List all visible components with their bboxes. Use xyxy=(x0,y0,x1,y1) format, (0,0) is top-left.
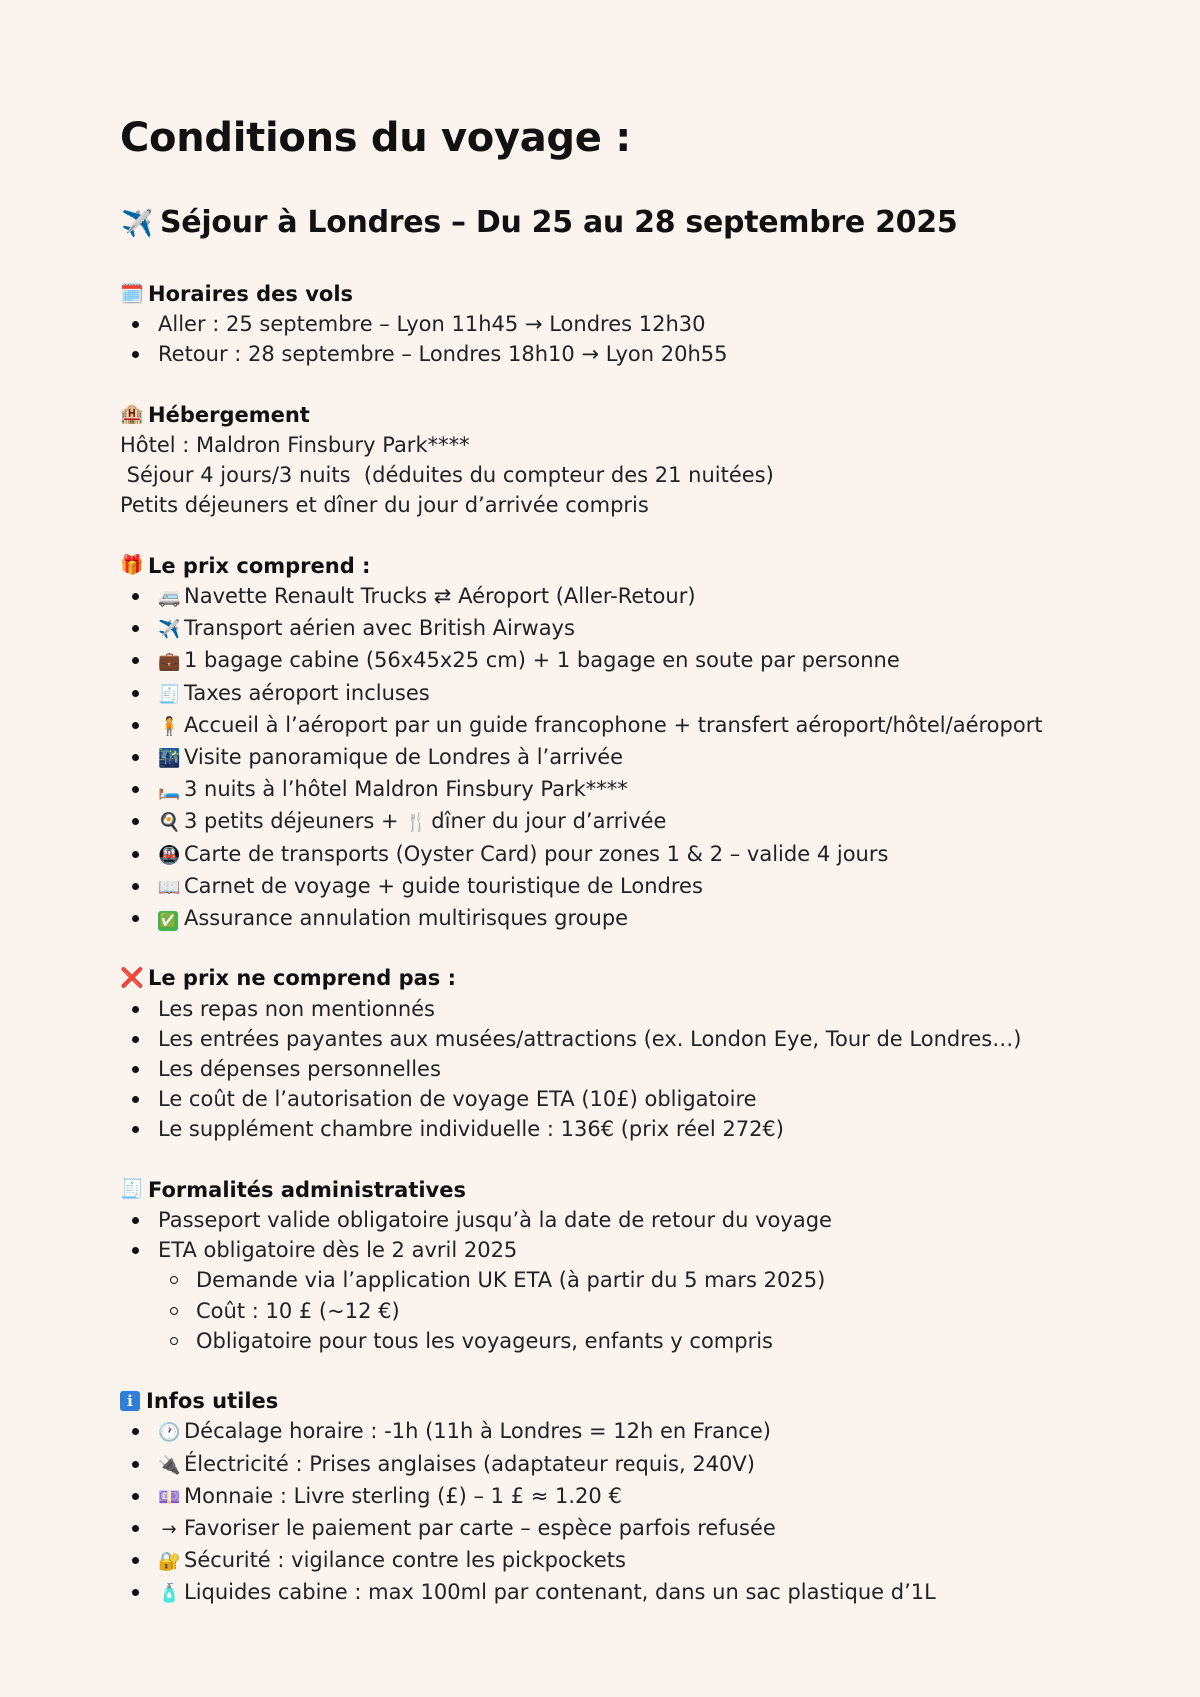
section-vols xyxy=(120,279,1120,370)
item-text: Sécurité : vigilance contre les pickpockets xyxy=(184,1548,626,1573)
list-item xyxy=(120,1545,1120,1577)
sub-list-item: Demande via l’application UK ETA (à partir du 5 mars 2025) xyxy=(158,1265,1120,1295)
section-heading xyxy=(120,551,1120,581)
item-text: 3 nuits à l’hôtel Maldron Finsbury Park**** xyxy=(184,777,628,802)
fork-knife-icon: 🍴 xyxy=(405,812,428,834)
item-text: Visite panoramique de Londres à l’arrivée xyxy=(184,745,624,770)
heading-text: Infos utiles xyxy=(146,1389,279,1414)
item-text: Décalage horaire : -1h (11h à Londres = 12h en France) xyxy=(184,1419,771,1444)
list-item xyxy=(120,581,1120,613)
list-item xyxy=(120,903,1120,933)
lotion-bottle-icon: 🧴 xyxy=(158,1583,181,1605)
subtitle-text: Séjour à Londres – Du 25 au 28 septembre 2025 xyxy=(160,205,958,240)
item-text: ETA obligatoire dès le 2 avril 2025 xyxy=(158,1238,518,1263)
item-text: Transport aérien avec British Airways xyxy=(184,616,575,641)
bed-icon: 🛏️ xyxy=(158,780,181,802)
document-icon: 🧾 xyxy=(120,1178,144,1201)
content-body xyxy=(120,279,1120,1640)
item-text: dîner du jour d’arrivée xyxy=(431,809,667,834)
section-comprend xyxy=(120,551,1120,933)
item-text: Accueil à l’aéroport par un guide francophone + transfert aéroport/hôtel/aéroport xyxy=(184,712,1043,737)
list-item xyxy=(120,1577,1120,1609)
item-text: Carnet de voyage + guide touristique de Londres xyxy=(184,873,703,898)
list-item xyxy=(120,645,1120,677)
item-text: Carte de transports (Oyster Card) pour zones 1 & 2 – valide 4 jours xyxy=(184,841,889,866)
hotel-icon: 🏨 xyxy=(120,403,144,426)
banknote-icon: 💷 xyxy=(158,1486,181,1508)
list-item xyxy=(120,678,1120,710)
page-title: Conditions du voyage : xyxy=(120,115,631,161)
included-list xyxy=(120,581,1120,933)
sub-list-item: Obligatoire pour tous les voyageurs, enfants y compris xyxy=(158,1326,1120,1356)
list-item xyxy=(120,613,1120,645)
page-subtitle xyxy=(120,205,958,240)
airplane-icon: ✈️ xyxy=(158,619,181,641)
infos-list xyxy=(120,1416,1120,1609)
item-text: Liquides cabine : max 100ml par contenant, dans un sac plastique d’1L xyxy=(184,1580,936,1605)
list-item xyxy=(120,839,1120,871)
list-item: Passeport valide obligatoire jusqu’à la date de retour du voyage xyxy=(120,1205,1120,1235)
list-item xyxy=(120,806,1120,838)
list-item: Les entrées payantes aux musées/attractions (ex. London Eye, Tour de Londres…) xyxy=(120,1024,1120,1054)
item-text: 3 petits déjeuners + xyxy=(184,809,406,834)
eta-sublist xyxy=(158,1265,1120,1356)
calendar-icon: 🗓️ xyxy=(120,282,144,305)
sub-list-item: Coût : 10 £ (~12 €) xyxy=(158,1296,1120,1326)
section-hebergement xyxy=(120,400,1120,521)
meals-included: Petits déjeuners et dîner du jour d’arrivée compris xyxy=(120,493,649,518)
gift-icon: 🎁 xyxy=(120,554,144,577)
list-item xyxy=(120,1235,1120,1356)
list-item xyxy=(120,774,1120,806)
list-item xyxy=(120,1449,1120,1481)
section-formalites xyxy=(120,1175,1120,1356)
excluded-list xyxy=(120,994,1120,1145)
flights-list xyxy=(120,309,1120,369)
plug-icon: 🔌 xyxy=(158,1454,181,1476)
list-item xyxy=(120,1481,1120,1513)
section-heading xyxy=(120,400,1120,430)
item-text: 1 bagage cabine (56x45x25 cm) + 1 bagage en soute par personne xyxy=(184,648,900,673)
item-text: Favoriser le paiement par carte – espèce parfois refusée xyxy=(184,1516,776,1541)
book-icon: 📖 xyxy=(158,876,181,898)
person-icon: 🧍 xyxy=(158,715,181,737)
airplane-icon: ✈️ xyxy=(120,209,154,239)
list-item xyxy=(120,871,1120,903)
list-item: Le supplément chambre individuelle : 136€ (prix réel 272€) xyxy=(120,1114,1120,1144)
arrow-right-icon: → xyxy=(161,1519,177,1541)
list-item: Les repas non mentionnés xyxy=(120,994,1120,1024)
item-text: Assurance annulation multirisques groupe xyxy=(184,906,629,931)
list-item: Les dépenses personnelles xyxy=(120,1054,1120,1084)
list-item xyxy=(120,742,1120,774)
section-infos xyxy=(120,1386,1120,1609)
heading-text: Horaires des vols xyxy=(148,282,354,306)
heading-text: Le prix comprend : xyxy=(148,553,371,578)
list-item xyxy=(120,710,1120,742)
info-icon: i xyxy=(120,1391,140,1411)
formalities-list xyxy=(120,1205,1120,1356)
cityscape-icon: 🌃 xyxy=(158,748,181,770)
frying-pan-icon: 🍳 xyxy=(158,812,181,834)
list-item: Le coût de l’autorisation de voyage ETA (10£) obligatoire xyxy=(120,1084,1120,1114)
briefcase-icon: 💼 xyxy=(158,651,181,673)
item-text: Électricité : Prises anglaises (adaptateur requis, 240V) xyxy=(184,1451,755,1476)
section-heading xyxy=(120,279,1120,309)
item-text: Navette Renault Trucks ⇄ Aéroport (Aller-Retour) xyxy=(184,584,696,608)
heading-text: Le prix ne comprend pas : xyxy=(148,966,456,991)
receipt-icon: 🧾 xyxy=(158,683,181,705)
checkmark-icon: ✅ xyxy=(159,913,177,930)
heading-text: Hébergement xyxy=(148,402,310,427)
lock-icon: 🔐 xyxy=(158,1551,181,1573)
section-heading xyxy=(120,1175,1120,1205)
hotel-name: Hôtel : Maldron Finsbury Park**** xyxy=(120,433,470,457)
section-heading xyxy=(120,963,1120,993)
list-item xyxy=(120,1416,1120,1448)
stay-duration: Séjour 4 jours/3 nuits (déduites du compteur des 21 nuitées) xyxy=(120,463,774,488)
section-heading xyxy=(120,1386,1120,1416)
heading-text: Formalités administratives xyxy=(148,1177,466,1202)
metro-icon: 🚇 xyxy=(158,844,181,866)
list-item xyxy=(120,1513,1120,1545)
van-icon: 🚐 xyxy=(158,587,181,608)
list-item: Retour : 28 septembre – Londres 18h10 → Lyon 20h55 xyxy=(120,339,1120,369)
cross-icon: ❌ xyxy=(120,967,144,990)
list-item: Aller : 25 septembre – Lyon 11h45 → Londres 12h30 xyxy=(120,309,1120,339)
clock-icon: 🕐 xyxy=(158,1422,181,1444)
item-text: Monnaie : Livre sterling (£) – 1 £ ≈ 1.20 € xyxy=(184,1483,622,1508)
section-ne-comprend-pas xyxy=(120,963,1120,1144)
item-text: Taxes aéroport incluses xyxy=(184,680,430,705)
